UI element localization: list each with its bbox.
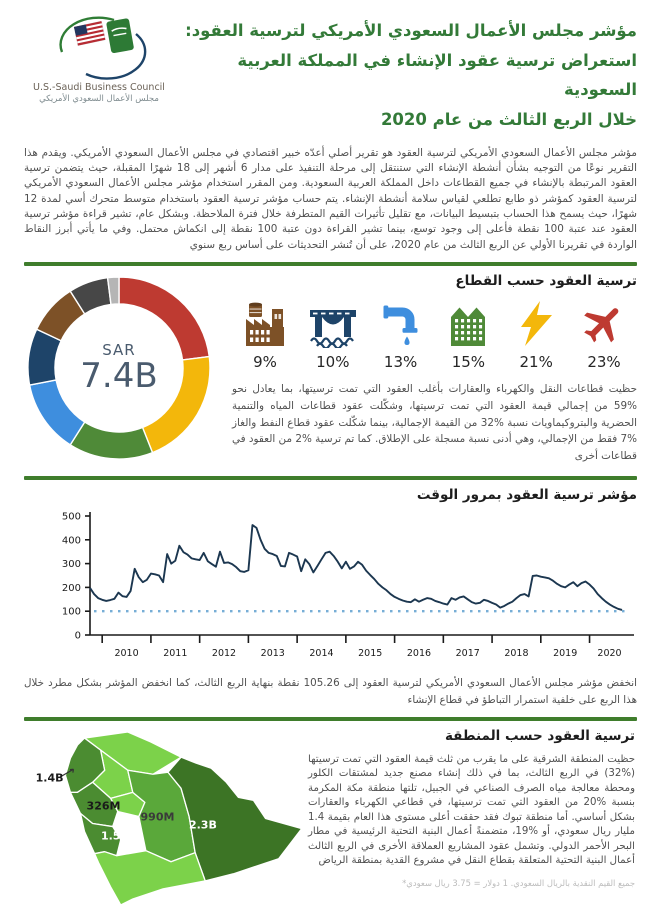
sector-item-transport	[575, 300, 633, 371]
time-section	[24, 487, 637, 708]
sector-percent: 15%	[451, 353, 486, 372]
building-icon	[444, 300, 492, 348]
svg-text:2017: 2017	[455, 648, 480, 660]
airplane-icon	[579, 300, 629, 348]
section-divider	[24, 476, 637, 480]
report-title-line1: مؤشر مجلس الأعمال السعودي الأمريكي لترسية العقود:	[185, 21, 637, 40]
lightning-icon	[514, 300, 558, 348]
sector-percent: 9%	[253, 353, 277, 372]
factory-icon	[242, 300, 288, 348]
sector-percent: 23%	[587, 353, 621, 372]
svg-text:200: 200	[61, 583, 81, 595]
svg-text:2014: 2014	[309, 648, 334, 660]
sector-section-title: ترسية العقود حسب القطاع	[455, 272, 637, 289]
map-value-madinah: 326M	[86, 799, 121, 813]
sector-percent: 13%	[383, 353, 418, 372]
section-divider	[24, 262, 637, 266]
sector-item-urban-development	[304, 300, 362, 371]
time-section-title: مؤشر ترسية العقود بمرور الوقت	[416, 486, 637, 503]
line-chart-caption: انخفض مؤشر مجلس الأعمال السعودي الأمريكي لترسية العقود إلى 105.26 نقطة بنهاية الربع الثالث، كما انخفض المؤشر بشكل مطرد خلال هذا الربع على خلفية استمرار التباطؤ في قطاع الإنشاء	[24, 677, 638, 706]
svg-text:100: 100	[61, 607, 81, 619]
line-chart	[52, 508, 637, 670]
water-pipe-icon	[381, 300, 421, 348]
header	[24, 12, 637, 135]
sector-item-real-estate	[439, 300, 497, 371]
svg-text:2016: 2016	[406, 648, 432, 660]
report-title-line2: استعراض ترسية عقود الإنشاء في المملكة العربية السعودية	[237, 50, 637, 100]
region-south	[95, 851, 206, 905]
sector-donut-svg	[24, 273, 214, 463]
map-value-makkah: 1.5B	[100, 829, 129, 843]
sector-percent: 21%	[519, 353, 553, 372]
svg-text:2010: 2010	[114, 648, 139, 660]
section-divider	[24, 717, 637, 721]
svg-text:2013: 2013	[260, 648, 285, 660]
region-paragraph: حظيت المنطقة الشرقية على ما يقرب من ثلث قيمة العقود التي تمت ترسيتها (%32) في الربع الثالث، بما في ذلك إنشاء مصنع جديد لمشتقات الكلور ومحطة معالجة مياه الصرف الصناعي في الجبيل، تلتها منطقة مكة المكرمة بنسبة %20 من العقود التي تمت ترسيتها، في قطاعي الكهرباء والعقارات بشكل أساسي. أما منطقة تبوك فقد حققت أعلى مستوى هذا العام بقيمة 1.4 مليار ريال سعودي، أو %19، متضمنةً أعمال البنية التحتية الرئيسية في مطار البحر الأحمر الدولي. وتشمل عقود المشاريع العملاقة الأخرى في الربع الثالث أعمال البنية التحتية المتعلقة بقطاع النقل في مشروع القدية بمنطقة الرياض	[308, 753, 635, 867]
usbc-logo-mark	[40, 14, 158, 80]
donut-currency: SAR	[102, 340, 136, 359]
currency-footnote: جميع القيم النقدية بالريال السعودي. 1 دولار = 3.75 ريال سعودي*	[402, 877, 635, 888]
svg-text:2012: 2012	[211, 648, 237, 660]
sector-item-petrochemicals	[236, 300, 294, 371]
region-section-title: ترسية العقود حسب المنطقة	[444, 728, 635, 745]
intro-paragraph: مؤشر مجلس الأعمال السعودي الأمريكي لترسية العقود هو تقرير أصلي أعدّه خبير اقتصادي في مجلس الأعمال السعودي الأمريكي. ويقدم هذا التقرير نوعًا من التوجيه بشأن أنشطة الإنشاء التي ستنتقل إلى مرحلة التنفيذ على مدار 6 أشهر إلى 18 شهرًا المقبلة، حيث يتضمن ترسية العقود المرتبطة بالإنشاء في جميع القطاعات داخل المملكة العربية السعودية. ومن المقرر استخدام مؤشر مجلس الأعمال السعودي الأمريكي لترسية العقود كمؤشر ذو طابع تطلعي لقياس سلامة أنشطة الإنشاء. يتم حساب مؤشر ترسية العقود باستخدام متوسط متحرك أسي لمدة 12 شهرًا، حيث يسمح هذا الحساب بتبسيط البيانات، مع تقليل تأثيرات القيم المتطرفة خلال فترة الملاحظة. وبشكل عام، تشير قراءة مؤشر ترسية العقود عند عتبة 100 نقطة فأعلى إلى وجود توسع، بينما تشير القراءة دون عتبة 100 نقطة إلى انكماش محتمل. وفي ما يأتي أبرز النقاط الواردة في تقريرنا الأولي عن الربع الثالث من عام 2020، على أن تُنشر التحديثات على أساس ربع سنوي	[24, 146, 637, 251]
sector-percent: 10%	[316, 353, 350, 372]
svg-text:2019: 2019	[553, 648, 578, 660]
map-value-eastern: 2.3B	[188, 818, 217, 832]
svg-text:2020: 2020	[597, 648, 622, 660]
sector-section	[24, 273, 637, 467]
sector-donut-chart	[24, 273, 230, 467]
region-right-column	[308, 728, 637, 906]
svg-text:400: 400	[61, 535, 81, 547]
bridge-icon	[309, 300, 357, 348]
sector-item-water	[372, 300, 430, 371]
map-value-tabuk: 1.4B	[35, 771, 64, 785]
report-title	[174, 12, 637, 135]
logo-org-name-ar: مجلس الأعمال السعودي الأمريكي	[39, 94, 159, 104]
sector-right-column	[230, 273, 637, 467]
line-chart-svg	[52, 508, 638, 666]
svg-text:0: 0	[74, 630, 81, 642]
map-value-riyadh: 990M	[140, 810, 175, 824]
svg-text:2011: 2011	[163, 648, 188, 660]
saudi-flag	[106, 18, 134, 54]
sector-paragraph: حظيت قطاعات النقل والكهرباء والعقارات بأغلب العقود التي تمت ترسيتها، بما يعادل نحو %59 من إجمالي قيمة العقود التي تمت ترسيتها، وشكّلت عقود قطاعات المياه والتنمية الحضرية والبتروكيماويات نسبة %32 من القيمة الإجمالية، بينما شكّلت عقود قطاع النفط والغاز %7 فقط من الإجمالي، وهي أدنى نسبة مسجلة على الإطلاق. كما تم ترسية %2 من العقود في قطاعات أخرى	[232, 383, 637, 462]
us-flag	[74, 21, 105, 45]
sector-item-electricity	[507, 300, 565, 371]
usbc-logo	[24, 12, 174, 104]
sector-icons-row	[230, 290, 637, 371]
svg-text:500: 500	[61, 511, 81, 523]
saudi-region-map	[24, 730, 308, 906]
svg-text:300: 300	[61, 559, 81, 571]
report-title-line3: خلال الربع الثالث من عام 2020	[380, 110, 637, 130]
region-section	[24, 728, 637, 906]
logo-org-name-en: U.S.-Saudi Business Council	[33, 82, 165, 93]
donut-total-value: 7.4B	[80, 355, 158, 396]
svg-text:2018: 2018	[504, 648, 529, 660]
svg-text:2015: 2015	[358, 648, 383, 660]
